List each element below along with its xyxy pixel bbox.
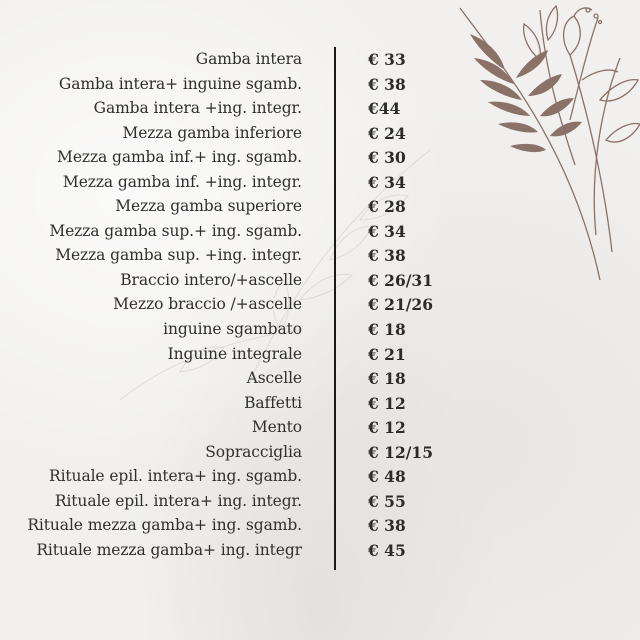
service-name: Mezza gamba sup. +ing. integr. xyxy=(55,246,302,265)
price-row xyxy=(0,440,640,465)
price-row xyxy=(0,513,640,538)
service-name: Sopracciglia xyxy=(205,442,302,461)
service-price: € 12 xyxy=(368,418,406,438)
service-price: € 34 xyxy=(368,172,406,192)
price-row xyxy=(0,391,640,416)
service-price: € 45 xyxy=(368,540,406,560)
service-price: € 24 xyxy=(368,123,406,143)
service-name: Mezza gamba superiore xyxy=(115,197,302,216)
service-price: € 30 xyxy=(368,148,406,168)
service-name: Braccio intero/+ascelle xyxy=(120,270,302,289)
price-row xyxy=(0,194,640,219)
service-name: Gamba intera xyxy=(195,50,302,68)
service-price: € 48 xyxy=(368,467,406,487)
service-price: € 28 xyxy=(368,197,406,217)
service-name: Ascelle xyxy=(246,369,302,388)
service-price: €44 xyxy=(368,99,401,119)
price-list xyxy=(0,47,640,562)
price-row xyxy=(0,243,640,268)
price-row xyxy=(0,121,640,146)
service-name: Rituale epil. intera+ ing. sgamb. xyxy=(49,467,302,486)
service-name: Rituale epil. intera+ ing. integr. xyxy=(54,491,302,510)
price-row xyxy=(0,145,640,170)
service-name: Inguine integrale xyxy=(167,344,302,363)
service-price: € 26/31 xyxy=(368,270,433,290)
service-name: inguine sgambato xyxy=(163,320,302,339)
price-row xyxy=(0,366,640,391)
price-row xyxy=(0,268,640,293)
price-row xyxy=(0,538,640,563)
price-row xyxy=(0,317,640,342)
service-name: Baffetti xyxy=(244,393,302,412)
service-price: € 38 xyxy=(368,246,406,266)
service-name: Gamba intera+ inguine sgamb. xyxy=(58,74,302,93)
price-row xyxy=(0,464,640,489)
price-row xyxy=(0,342,640,367)
service-price: € 21/26 xyxy=(368,295,433,315)
price-row xyxy=(0,170,640,195)
service-price: € 12 xyxy=(368,393,406,413)
service-name: Rituale mezza gamba+ ing. sgamb. xyxy=(27,516,302,535)
service-price: € 34 xyxy=(368,221,406,241)
price-row xyxy=(0,292,640,317)
service-name: Gamba intera +ing. integr. xyxy=(93,99,302,118)
service-price: € 12/15 xyxy=(368,442,433,462)
service-name: Mento xyxy=(251,418,302,437)
service-price: € 38 xyxy=(368,516,406,536)
service-name: Mezza gamba inferiore xyxy=(122,123,302,142)
service-price: € 33 xyxy=(368,50,406,69)
service-price: € 18 xyxy=(368,320,406,340)
price-row xyxy=(0,47,640,72)
service-name: Mezzo braccio /+ascelle xyxy=(113,295,302,314)
service-price: € 18 xyxy=(368,369,406,389)
service-name: Mezza gamba sup.+ ing. sgamb. xyxy=(49,221,302,240)
service-price: € 55 xyxy=(368,491,406,511)
price-row xyxy=(0,72,640,97)
price-row xyxy=(0,489,640,514)
service-price: € 21 xyxy=(368,344,406,364)
service-price: € 38 xyxy=(368,74,406,94)
price-row xyxy=(0,219,640,244)
service-name: Rituale mezza gamba+ ing. integr xyxy=(36,540,302,559)
price-row xyxy=(0,415,640,440)
service-name: Mezza gamba inf.+ ing. sgamb. xyxy=(57,148,302,167)
service-name: Mezza gamba inf. +ing. integr. xyxy=(62,172,302,191)
price-row xyxy=(0,96,640,121)
